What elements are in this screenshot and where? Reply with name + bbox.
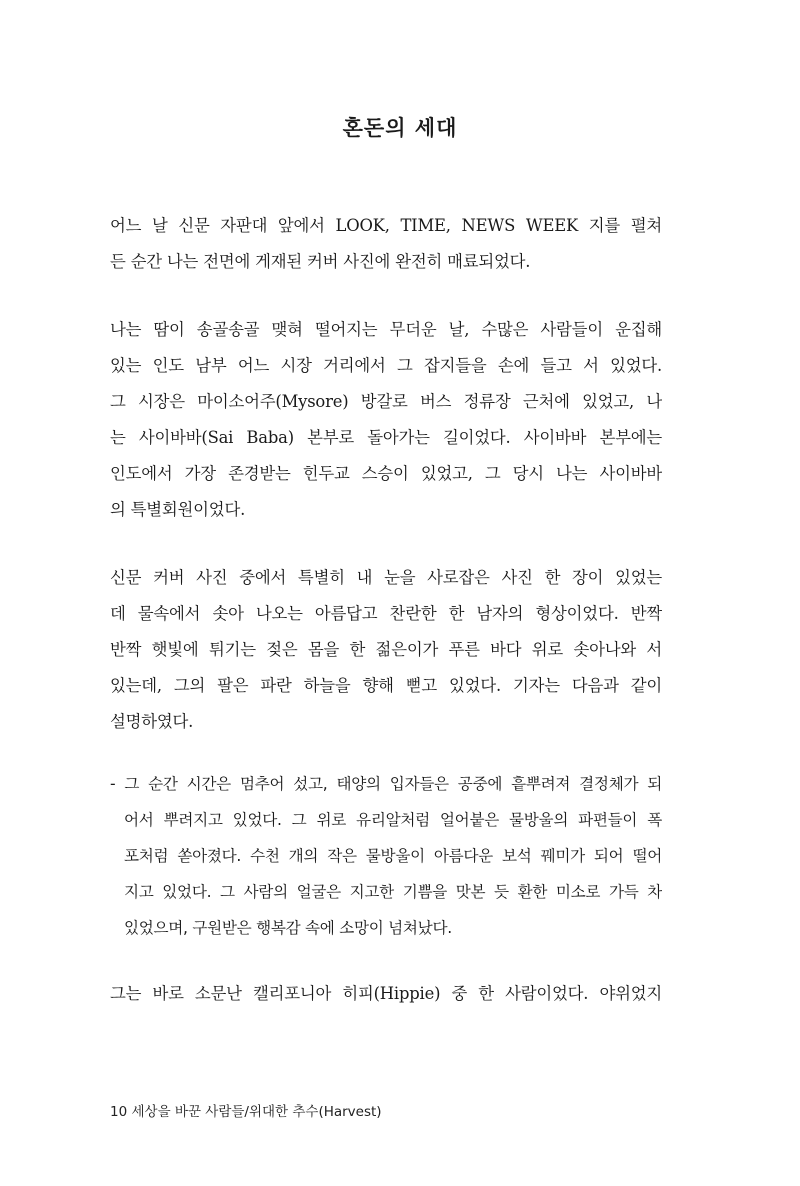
text-line: 의 특별회원이었다. — [110, 500, 246, 519]
quote-line: 있었으며, 구원받은 행복감 속에 소망이 넘쳐났다. — [124, 919, 452, 937]
text-line: 든 순간 나는 전면에 게재된 커버 사진에 완전히 매료되었다. — [110, 252, 531, 271]
text-line: 있는 인도 남부 어느 시장 거리에서 그 잡지들을 손에 들고 서 있었다. — [110, 356, 662, 375]
quote-line: 포처럼 쏟아졌다. 수천 개의 작은 물방울이 아름다운 보석 꿰미가 되어 떨어 — [124, 847, 662, 865]
text-line: 는 사이바바(Sai Baba) 본부로 돌아가는 길이었다. 사이바바 본부에는 — [110, 428, 662, 447]
page-number: 10 — [110, 1104, 128, 1120]
text-line: 반짝 햇빛에 튀기는 젖은 몸을 한 젊은이가 푸른 바다 위로 솟아나와 서 — [110, 640, 662, 659]
paragraph-4 — [110, 976, 662, 1012]
text-line: 어느 날 신문 자판대 앞에서 LOOK, TIME, NEWS WEEK 지를 펼쳐 — [110, 216, 662, 235]
quote-block — [110, 766, 662, 946]
text-line: 있는데, 그의 팔은 파란 하늘을 향해 뻗고 있었다. 기자는 다음과 같이 — [110, 676, 662, 695]
quote-line: - 그 순간 시간은 멈추어 섰고, 태양의 입자들은 공중에 흩뿌려져 결정체가 되 — [110, 775, 662, 793]
text-line: 그 시장은 마이소어주(Mysore) 방갈로 버스 정류장 근처에 있었고, 나 — [110, 392, 662, 411]
paragraph-2 — [110, 312, 662, 528]
paragraph-3 — [110, 560, 662, 740]
text-line: 설명하였다. — [110, 712, 194, 731]
chapter-title: 혼돈의 세대 — [342, 116, 458, 140]
running-title: 세상을 바꾼 사람들/위대한 추수(Harvest) — [131, 1104, 382, 1120]
text-line: 그는 바로 소문난 캘리포니아 히피(Hippie) 중 한 사람이었다. 야위었지 — [110, 984, 662, 1003]
quote-line: 어서 뿌려지고 있었다. 그 위로 유리알처럼 얼어붙은 물방울의 파편들이 폭 — [124, 811, 662, 829]
quote-line: 지고 있었다. 그 사람의 얼굴은 지고한 기쁨을 맛본 듯 환한 미소로 가득 차 — [124, 883, 662, 901]
paragraph-1 — [110, 208, 662, 280]
text-line: 나는 땀이 송골송골 맺혀 떨어지는 무더운 날, 수많은 사람들이 운집해 — [110, 320, 662, 339]
text-line: 신문 커버 사진 중에서 특별히 내 눈을 사로잡은 사진 한 장이 있었는 — [110, 568, 662, 587]
page-footer — [110, 1100, 382, 1120]
text-line: 인도에서 가장 존경받는 힌두교 스승이 있었고, 그 당시 나는 사이바바 — [110, 464, 662, 483]
text-line: 데 물속에서 솟아 나오는 아름답고 찬란한 한 남자의 형상이었다. 반짝 — [110, 604, 662, 623]
